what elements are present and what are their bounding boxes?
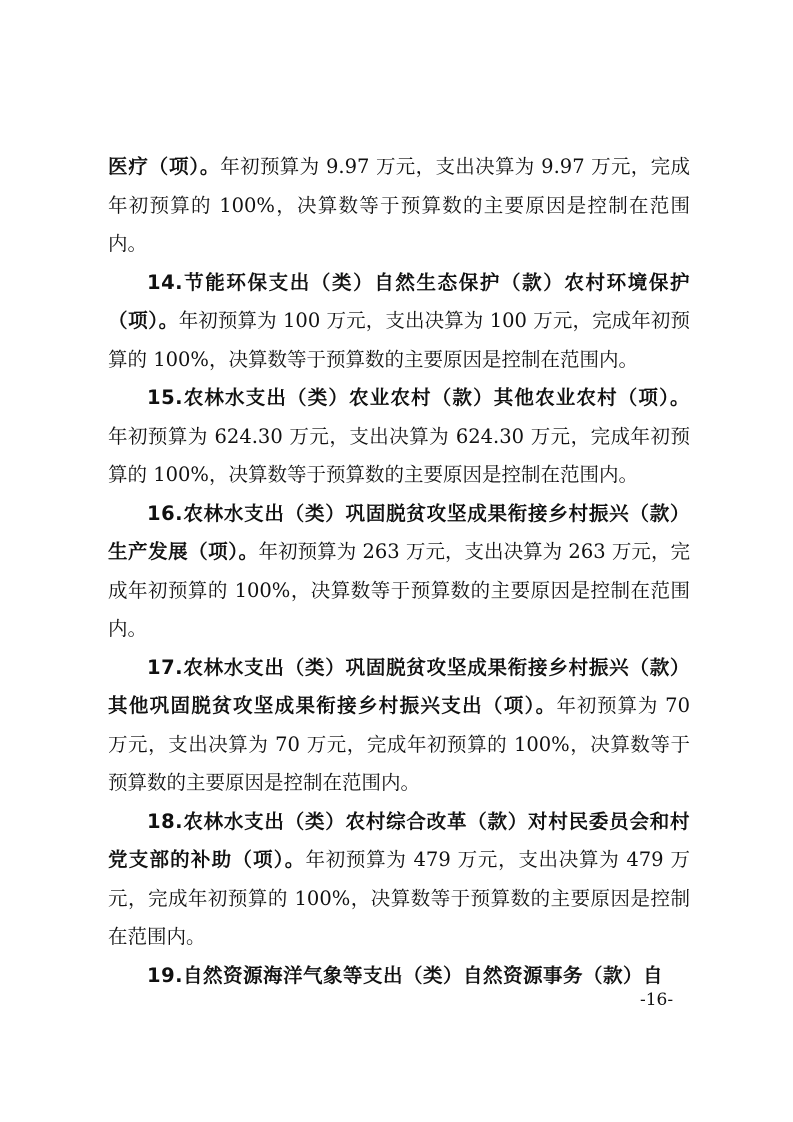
paragraph-14-text: 年初预算为 100 万元，支出决算为 100 万元，完成年初预算的 100%，决算数等于预算数的主要原因是控制在范围内。 bbox=[108, 309, 690, 371]
paragraph-14-heading: 14.节能环保支出（类）自然生态保护（款）农村环境保护（项）。 bbox=[108, 270, 690, 332]
paragraph-1-heading: 医疗（项）。 bbox=[108, 155, 221, 178]
paragraph-15-text: 年初预算为 624.30 万元，支出决算为 624.30 万元，完成年初预算的 100%，决算数等于预算数的主要原因是控制在范围内。 bbox=[108, 424, 690, 486]
paragraph-19 bbox=[108, 957, 690, 996]
paragraph-16-text: 年初预算为 263 万元，支出决算为 263 万元，完成年初预算的 100%，决算数等于预算数的主要原因是控制在范围内。 bbox=[108, 540, 690, 640]
paragraph-1 bbox=[108, 148, 690, 264]
paragraph-18-heading: 18.农林水支出（类）农村综合改革（款）对村民委员会和村党支部的补助（项）。 bbox=[108, 809, 690, 871]
page-number: -16- bbox=[640, 990, 674, 1010]
paragraph-15-heading: 15.农林水支出（类）农业农村（款）其他农业农村（项）。 bbox=[147, 386, 690, 409]
paragraph-15 bbox=[108, 379, 690, 495]
paragraph-14 bbox=[108, 264, 690, 380]
paragraph-18 bbox=[108, 803, 690, 957]
paragraph-16 bbox=[108, 495, 690, 649]
paragraph-16-heading: 16.农林水支出（类）巩固脱贫攻坚成果衔接乡村振兴（款）生产发展（项）。 bbox=[108, 501, 690, 563]
document-body bbox=[108, 148, 690, 995]
paragraph-17-heading: 17.农林水支出（类）巩固脱贫攻坚成果衔接乡村振兴（款）其他巩固脱贫攻坚成果衔接乡村振兴支出（项）。 bbox=[108, 655, 690, 717]
paragraph-17 bbox=[108, 649, 690, 803]
paragraph-19-heading: 19.自然资源海洋气象等支出（类）自然资源事务（款）自 bbox=[147, 963, 664, 987]
paragraph-17-text: 年初预算为 70 万元，支出决算为 70 万元，完成年初预算的 100%，决算数等于预算数的主要原因是控制在范围内。 bbox=[108, 694, 690, 794]
paragraph-1-text: 年初预算为 9.97 万元，支出决算为 9.97 万元，完成年初预算的 100%，决算数等于预算数的主要原因是控制在范围内。 bbox=[108, 155, 690, 255]
paragraph-18-text: 年初预算为 479 万元，支出决算为 479 万元，完成年初预算的 100%，决算数等于预算数的主要原因是控制在范围内。 bbox=[108, 848, 690, 948]
